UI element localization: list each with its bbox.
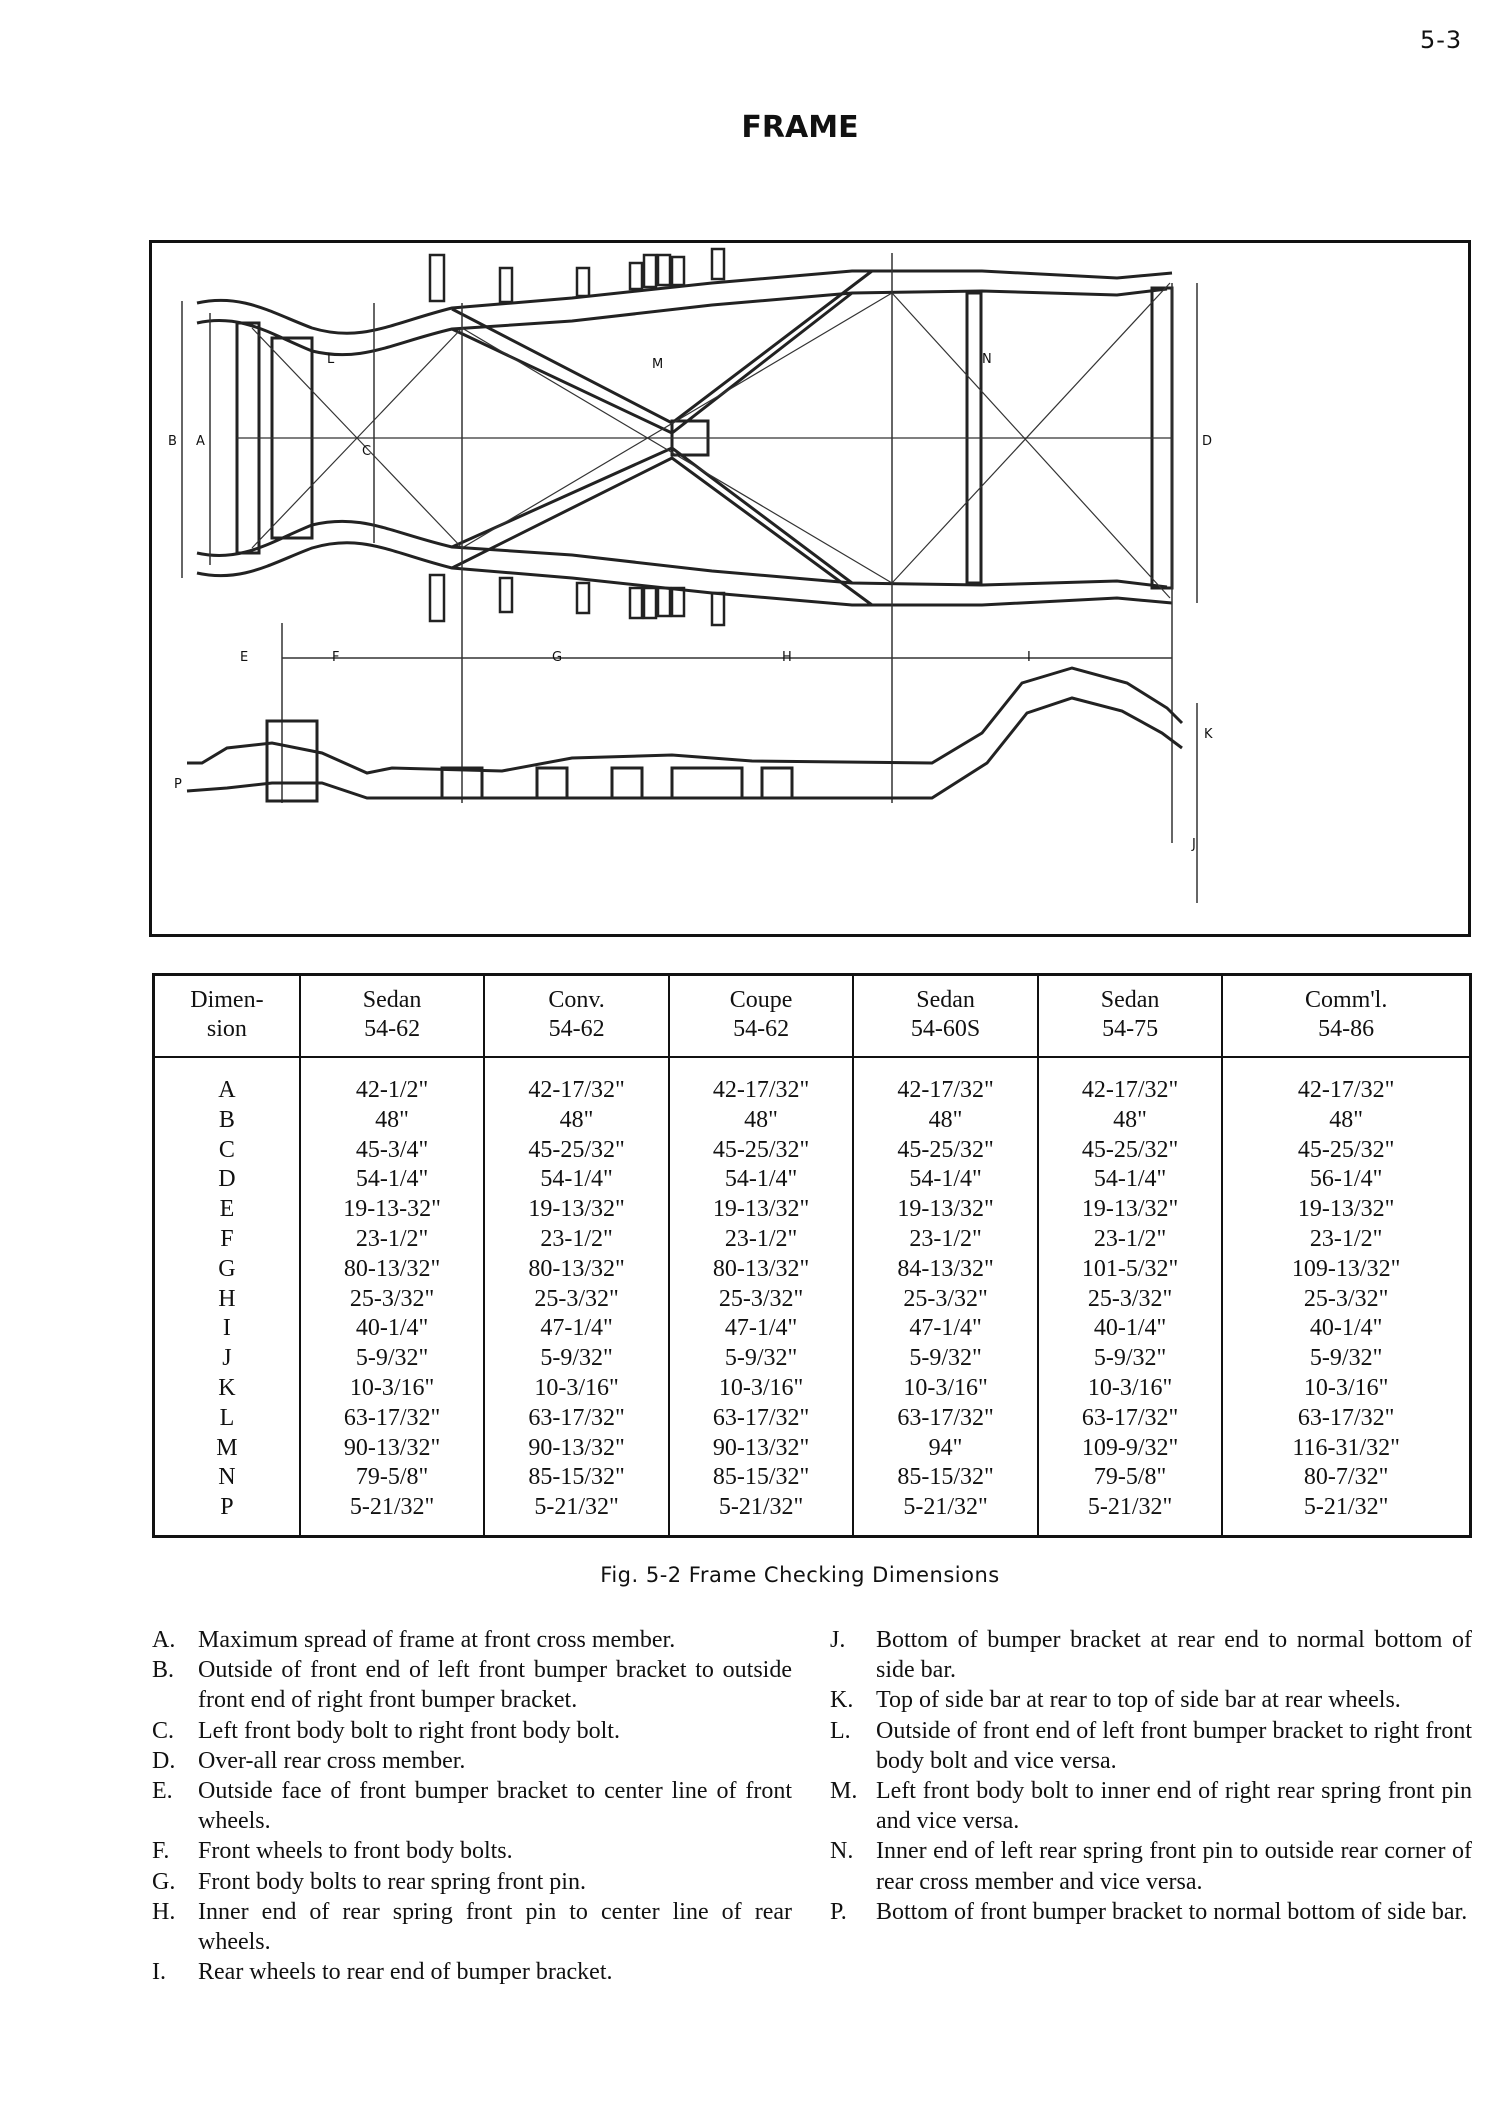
column-header: Comm'l. 54-86 (1222, 975, 1470, 1058)
dimension-value-cell: 101-5/32" (1038, 1255, 1223, 1285)
dimension-value-cell: 42-17/32" (669, 1057, 854, 1106)
dimension-value-cell: 10-3/16" (300, 1374, 485, 1404)
table-row (154, 1404, 1471, 1434)
legend-item (152, 1746, 792, 1776)
dimension-value-cell: 80-7/32" (1222, 1463, 1470, 1493)
legend-letter: G. (152, 1868, 176, 1895)
dimension-letter-cell: B (218, 1106, 235, 1133)
dimension-value-cell: 23-1/2" (484, 1225, 669, 1255)
dimension-value-cell: 80-13/32" (484, 1255, 669, 1285)
legend-text: Bottom of front bumper bracket to normal bottom of side bar. (876, 1898, 1468, 1925)
table-row (154, 1493, 1471, 1536)
page-title: FRAME (741, 110, 859, 145)
legend-letter: B. (152, 1657, 175, 1684)
dimension-value-cell: 90-13/32" (484, 1434, 669, 1464)
legend-text: Maximum spread of frame at front cross member. (198, 1627, 676, 1653)
dimension-value-cell: 10-3/16" (1222, 1374, 1470, 1404)
legend-letter: D. (152, 1747, 176, 1774)
legend-text: Inner end of rear spring front pin to center line of rear wheels. (198, 1898, 792, 1956)
dimension-value-cell: 63-17/32" (300, 1404, 485, 1434)
column-header: Conv. 54-62 (484, 975, 669, 1058)
legend-letter: M. (830, 1778, 858, 1805)
dimension-value-cell: 40-1/4" (300, 1314, 485, 1344)
table-row (154, 1195, 1471, 1225)
callout-label: P (174, 777, 182, 792)
table-row (154, 1255, 1471, 1285)
callout-label: H (782, 650, 792, 665)
legend-item (152, 1716, 792, 1746)
dimension-value-cell: 5-9/32" (300, 1344, 485, 1374)
column-header: Dimen- sion (154, 975, 300, 1058)
dimension-value-cell: 19-13/32" (484, 1195, 669, 1225)
table-header-row (154, 975, 1471, 1058)
dimension-value-cell: 109-13/32" (1222, 1255, 1470, 1285)
table-row (154, 1285, 1471, 1315)
dimension-value-cell: 63-17/32" (1222, 1404, 1470, 1434)
table-row (154, 1314, 1471, 1344)
table-row (154, 1165, 1471, 1195)
callout-label: B (168, 434, 177, 449)
dimension-value-cell: 25-3/32" (300, 1285, 485, 1315)
legend-letter: H. (152, 1898, 176, 1925)
dimension-value-cell: 5-9/32" (669, 1344, 854, 1374)
frame-dimensions-table (152, 973, 1472, 1538)
dimension-value-cell: 79-5/8" (1038, 1463, 1223, 1493)
dimension-value-cell: 45-3/4" (300, 1136, 485, 1166)
legend-letter: P. (830, 1898, 847, 1925)
legend-text: Top of side bar at rear to top of side bar at rear wheels. (876, 1687, 1401, 1714)
dimension-letter-cell: A (218, 1077, 236, 1103)
legend-text: Rear wheels to rear end of bumper bracket. (198, 1959, 613, 1986)
dimension-value-cell: 85-15/32" (853, 1463, 1038, 1493)
dimension-letter-cell: G (218, 1255, 236, 1282)
legend-item (152, 1655, 792, 1715)
dimension-value-cell: 56-1/4" (1222, 1165, 1470, 1195)
legend-item (830, 1716, 1472, 1776)
dimension-value-cell: 10-3/16" (669, 1374, 854, 1404)
dimension-value-cell: 54-1/4" (669, 1165, 854, 1195)
dimension-value-cell: 63-17/32" (853, 1404, 1038, 1434)
frame-drawing (152, 243, 1468, 934)
figure-caption: Fig. 5-2 Frame Checking Dimensions (600, 1563, 1000, 1587)
dimension-letter-cell: F (220, 1225, 234, 1252)
table-body (154, 1057, 1471, 1536)
column-header: Sedan 54-62 (300, 975, 485, 1058)
legend-letter: L. (830, 1717, 851, 1744)
dimension-value-cell: 5-9/32" (1038, 1344, 1223, 1374)
table-row (154, 1057, 1471, 1106)
legend-item (152, 1625, 792, 1655)
dimension-value-cell: 45-25/32" (669, 1136, 854, 1166)
dimension-value-cell: 5-21/32" (484, 1493, 669, 1536)
legend-text: Left front body bolt to right front body bolt. (198, 1717, 620, 1744)
dimension-value-cell: 25-3/32" (669, 1285, 854, 1315)
dimension-value-cell: 23-1/2" (300, 1225, 485, 1255)
callout-label: G (552, 650, 563, 665)
dimension-value-cell: 23-1/2" (669, 1225, 854, 1255)
legend-letter: J. (830, 1627, 846, 1653)
dimension-value-cell: 80-13/32" (300, 1255, 485, 1285)
table-row (154, 1106, 1471, 1136)
legend-text: Over-all rear cross member. (198, 1747, 466, 1774)
dimension-letter-cell: M (216, 1434, 238, 1461)
dimension-value-cell: 19-13/32" (1222, 1195, 1470, 1225)
callout-label: I (1027, 650, 1031, 665)
legend-letter: N. (830, 1838, 854, 1865)
dimension-value-cell: 25-3/32" (853, 1285, 1038, 1315)
frame-diagram (149, 240, 1471, 937)
dimension-value-cell: 42-17/32" (484, 1057, 669, 1106)
callout-label: F (332, 650, 340, 665)
dimension-value-cell: 63-17/32" (484, 1404, 669, 1434)
legend-text: Bottom of bumper bracket at rear end to normal bottom of side bar. (876, 1627, 1472, 1684)
legend-letter: K. (830, 1687, 854, 1714)
callout-label: D (1202, 434, 1213, 449)
table-row (154, 1225, 1471, 1255)
dimension-value-cell: 45-25/32" (484, 1136, 669, 1166)
dimension-value-cell: 54-1/4" (1038, 1165, 1223, 1195)
dimension-value-cell: 19-13/32" (1038, 1195, 1223, 1225)
legend-text: Inner end of left rear spring front pin to outside rear corner of rear cross member and vice versa. (876, 1838, 1472, 1895)
callout-label: K (1204, 727, 1213, 742)
dimension-value-cell: 5-9/32" (1222, 1344, 1470, 1374)
dimension-value-cell: 54-1/4" (853, 1165, 1038, 1195)
dimension-letter-cell: N (218, 1464, 236, 1491)
callout-label: C (362, 444, 372, 459)
page-number: 5-3 (1420, 26, 1463, 54)
table-row (154, 1374, 1471, 1404)
callout-label: J (1192, 837, 1196, 852)
dimension-value-cell: 116-31/32" (1222, 1434, 1470, 1464)
legend-left-column (152, 1625, 792, 1987)
callout-label: A (196, 434, 205, 449)
dimension-value-cell: 10-3/16" (853, 1374, 1038, 1404)
legend-letter: I. (152, 1959, 166, 1986)
legend-item (830, 1776, 1472, 1836)
dimension-value-cell: 85-15/32" (484, 1463, 669, 1493)
dimension-value-cell: 48" (1038, 1106, 1223, 1136)
legend-letter: A. (152, 1627, 176, 1653)
legend-text: Outside face of front bumper bracket to center line of front wheels. (198, 1778, 792, 1835)
legend-letter: F. (152, 1838, 170, 1865)
dimension-value-cell: 90-13/32" (669, 1434, 854, 1464)
dimension-value-cell: 40-1/4" (1038, 1314, 1223, 1344)
legend-item (830, 1897, 1472, 1927)
legend-item (830, 1625, 1472, 1685)
dimension-value-cell: 19-13-32" (300, 1195, 485, 1225)
legend-text: Outside of front end of left front bumper bracket to outside front end of right front bumper bracket. (198, 1657, 792, 1714)
callout-label: E (240, 650, 249, 665)
dimension-letter-cell: L (219, 1404, 235, 1431)
dimension-letter-cell: D (218, 1166, 236, 1193)
legend-item (830, 1685, 1472, 1715)
dimension-value-cell: 42-1/2" (300, 1057, 485, 1106)
column-header: Sedan 54-75 (1038, 975, 1223, 1058)
dimension-value-cell: 23-1/2" (1222, 1225, 1470, 1255)
dimension-value-cell: 54-1/4" (300, 1165, 485, 1195)
dimension-value-cell: 90-13/32" (300, 1434, 485, 1464)
dimension-value-cell: 25-3/32" (1038, 1285, 1223, 1315)
legend-item (152, 1897, 792, 1957)
dimension-value-cell: 47-1/4" (484, 1314, 669, 1344)
dimension-value-cell: 94" (853, 1434, 1038, 1464)
dimension-letter-cell: P (220, 1494, 234, 1521)
dimension-value-cell: 42-17/32" (1038, 1057, 1223, 1106)
table-row (154, 1434, 1471, 1464)
dimension-letter-cell: K (218, 1374, 236, 1401)
dimension-value-cell: 48" (1222, 1106, 1470, 1136)
dimension-value-cell: 47-1/4" (853, 1314, 1038, 1344)
legend-item (152, 1867, 792, 1897)
dimension-letter-cell: H (218, 1285, 236, 1312)
dimension-letter-cell: J (222, 1345, 232, 1372)
legend-text: Front wheels to front body bolts. (198, 1838, 513, 1865)
right-side-rail-inner (197, 521, 1167, 587)
legend-letter: C. (152, 1717, 175, 1744)
dimension-value-cell: 25-3/32" (484, 1285, 669, 1315)
column-header: Coupe 54-62 (669, 975, 854, 1058)
dimension-value-cell: 5-21/32" (300, 1493, 485, 1536)
dimension-value-cell: 48" (484, 1106, 669, 1136)
dimension-value-cell: 42-17/32" (853, 1057, 1038, 1106)
dimension-letter-cell: I (222, 1315, 231, 1342)
dimension-value-cell: 5-9/32" (484, 1344, 669, 1374)
table-row (154, 1463, 1471, 1493)
callout-label: M (652, 357, 664, 372)
dimension-value-cell: 5-21/32" (853, 1493, 1038, 1536)
dimension-value-cell: 10-3/16" (484, 1374, 669, 1404)
legend-item (152, 1836, 792, 1866)
left-side-rail-inner (197, 289, 1167, 355)
dimension-value-cell: 5-9/32" (853, 1344, 1038, 1374)
dimension-value-cell: 84-13/32" (853, 1255, 1038, 1285)
dimension-value-cell: 47-1/4" (669, 1314, 854, 1344)
dimension-value-cell: 45-25/32" (1038, 1136, 1223, 1166)
dimension-letter-cell: C (218, 1136, 235, 1163)
dimension-value-cell: 45-25/32" (853, 1136, 1038, 1166)
dimension-value-cell: 48" (853, 1106, 1038, 1136)
dimension-value-cell: 48" (669, 1106, 854, 1136)
legend-item (830, 1836, 1472, 1896)
dimension-value-cell: 40-1/4" (1222, 1314, 1470, 1344)
dimension-value-cell: 23-1/2" (853, 1225, 1038, 1255)
column-header: Sedan 54-60S (853, 975, 1038, 1058)
dimension-letter-cell: E (219, 1196, 235, 1223)
dimension-value-cell: 48" (300, 1106, 485, 1136)
dimension-value-cell: 79-5/8" (300, 1463, 485, 1493)
dimension-value-cell: 42-17/32" (1222, 1057, 1470, 1106)
legend-item (152, 1957, 792, 1987)
dimension-value-cell: 10-3/16" (1038, 1374, 1223, 1404)
callout-label: L (327, 352, 335, 367)
legend-text: Front body bolts to rear spring front pin. (198, 1868, 586, 1895)
dimension-value-cell: 23-1/2" (1038, 1225, 1223, 1255)
dimension-value-cell: 25-3/32" (1222, 1285, 1470, 1315)
dimension-value-cell: 19-13/32" (853, 1195, 1038, 1225)
legend-item (152, 1776, 792, 1836)
dimension-value-cell: 109-9/32" (1038, 1434, 1223, 1464)
dimension-value-cell: 54-1/4" (484, 1165, 669, 1195)
legend-text: Outside of front end of left front bumper bracket to right front body bolt and vice versa. (876, 1717, 1472, 1774)
dimension-value-cell: 63-17/32" (669, 1404, 854, 1434)
callout-label: N (982, 352, 992, 367)
dimension-value-cell: 5-21/32" (669, 1493, 854, 1536)
table-row (154, 1344, 1471, 1374)
dimension-value-cell: 85-15/32" (669, 1463, 854, 1493)
dimension-value-cell: 5-21/32" (1222, 1493, 1470, 1536)
dimension-value-cell: 63-17/32" (1038, 1404, 1223, 1434)
dimension-value-cell: 5-21/32" (1038, 1493, 1223, 1536)
dimension-value-cell: 45-25/32" (1222, 1136, 1470, 1166)
dimension-value-cell: 80-13/32" (669, 1255, 854, 1285)
legend-letter: E. (152, 1778, 173, 1805)
table-row (154, 1136, 1471, 1166)
legend-text: Left front body bolt to inner end of right rear spring front pin and vice versa. (876, 1778, 1472, 1835)
legend-right-column (830, 1625, 1472, 1927)
side-elevation (187, 668, 1182, 801)
dimension-value-cell: 19-13/32" (669, 1195, 854, 1225)
